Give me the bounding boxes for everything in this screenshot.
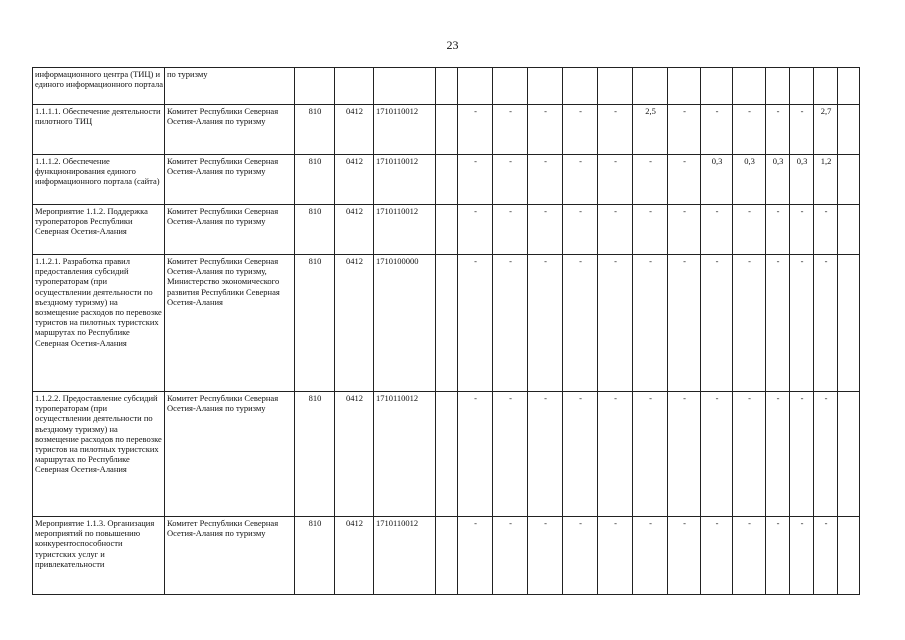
row-value-cell <box>766 68 790 105</box>
row-name-cell: Мероприятие 1.1.2. Поддержка туроператоров Республики Северная Осетия-Алания <box>33 205 165 255</box>
row-value-cell: - <box>598 155 633 205</box>
table-row <box>33 105 860 155</box>
row-value-cell: - <box>733 105 766 155</box>
row-value-cell <box>563 68 598 105</box>
row-value-cell <box>790 68 814 105</box>
row-value-cell: - <box>528 105 563 155</box>
row-value-cell: - <box>668 105 701 155</box>
row-value-cell: - <box>458 205 493 255</box>
row-value-cell: - <box>814 255 838 392</box>
row-value-cell <box>701 68 733 105</box>
row-value-cell: 2,5 <box>633 105 668 155</box>
row-value-cell: - <box>598 517 633 595</box>
row-value-cell <box>436 68 458 105</box>
row-value-cell <box>838 155 860 205</box>
row-value-cell: - <box>668 517 701 595</box>
row-name-cell: Мероприятие 1.1.3. Организация мероприятий по повышению конкурентоспособности туристских услуг и привлекательности <box>33 517 165 595</box>
row-value-cell: - <box>766 392 790 517</box>
row-executor-cell: по туризму <box>165 68 295 105</box>
row-value-cell: - <box>668 392 701 517</box>
row-rzpr-cell: 0412 <box>335 105 374 155</box>
row-csr-cell: 1710110012 <box>374 105 436 155</box>
row-grbs-cell: 810 <box>295 255 335 392</box>
row-value-cell: - <box>814 517 838 595</box>
row-value-cell: - <box>633 255 668 392</box>
row-name-cell: 1.1.1.2. Обеспечение функционирования единого информационного портала (сайта) <box>33 155 165 205</box>
row-value-cell: - <box>814 205 838 255</box>
row-value-cell <box>436 517 458 595</box>
row-value-cell <box>668 68 701 105</box>
row-value-cell: - <box>733 517 766 595</box>
table-row <box>33 155 860 205</box>
row-value-cell: - <box>598 205 633 255</box>
row-rzpr-cell: 0412 <box>335 205 374 255</box>
row-grbs-cell: 810 <box>295 205 335 255</box>
table-row <box>33 392 860 517</box>
row-value-cell: 0,3 <box>790 155 814 205</box>
row-value-cell: - <box>766 517 790 595</box>
row-value-cell <box>838 392 860 517</box>
row-value-cell: - <box>493 155 528 205</box>
row-value-cell: - <box>766 105 790 155</box>
row-value-cell: - <box>528 155 563 205</box>
table-row <box>33 205 860 255</box>
row-csr-cell: 1710110012 <box>374 155 436 205</box>
row-value-cell: - <box>563 105 598 155</box>
row-value-cell: - <box>790 205 814 255</box>
row-value-cell: - <box>493 205 528 255</box>
row-value-cell <box>436 392 458 517</box>
row-rzpr-cell: 0412 <box>335 517 374 595</box>
row-value-cell: - <box>766 255 790 392</box>
row-value-cell <box>838 105 860 155</box>
row-name-cell: 1.1.2.2. Предоставление субсидий туроператорам (при осуществлении деятельности по въездному туризму) на возмещение расходов по перевозке туристов на пилотных туристских маршрутах по Республике Северная Осетия-Алания <box>33 392 165 517</box>
row-value-cell: - <box>814 392 838 517</box>
row-rzpr-cell: 0412 <box>335 255 374 392</box>
row-name-cell: 1.1.1.1. Обеспечение деятельности пилотного ТИЦ <box>33 105 165 155</box>
row-value-cell <box>436 155 458 205</box>
row-value-cell: - <box>790 392 814 517</box>
row-value-cell: - <box>633 155 668 205</box>
row-value-cell: 0,3 <box>701 155 733 205</box>
row-value-cell: - <box>790 105 814 155</box>
row-executor-cell: Комитет Республики Северная Осетия-Алания по туризму <box>165 517 295 595</box>
row-grbs-cell <box>295 68 335 105</box>
row-value-cell <box>814 68 838 105</box>
row-value-cell <box>838 255 860 392</box>
row-value-cell: - <box>563 517 598 595</box>
row-value-cell: - <box>528 205 563 255</box>
row-value-cell: - <box>668 255 701 392</box>
row-value-cell: - <box>493 105 528 155</box>
row-value-cell: - <box>493 517 528 595</box>
row-value-cell <box>458 68 493 105</box>
row-value-cell <box>436 255 458 392</box>
row-value-cell: - <box>790 517 814 595</box>
row-rzpr-cell: 0412 <box>335 155 374 205</box>
table-row <box>33 517 860 595</box>
row-value-cell: 2,7 <box>814 105 838 155</box>
row-grbs-cell: 810 <box>295 517 335 595</box>
row-value-cell <box>733 68 766 105</box>
row-value-cell: - <box>528 392 563 517</box>
row-value-cell: 0,3 <box>766 155 790 205</box>
row-value-cell: 1,2 <box>814 155 838 205</box>
row-name-cell: 1.1.2.1. Разработка правил предоставления субсидий туроператорам (при осуществлении деятельности по въездному туризму) на возмещение расходов по перевозке туристов на пилотных туристских маршрутах по Республике Северная Осетия-Алания <box>33 255 165 392</box>
row-value-cell: - <box>701 517 733 595</box>
table-body <box>33 68 860 595</box>
row-value-cell: - <box>598 255 633 392</box>
row-value-cell: - <box>458 392 493 517</box>
row-grbs-cell: 810 <box>295 155 335 205</box>
row-value-cell <box>633 68 668 105</box>
row-value-cell: - <box>563 255 598 392</box>
row-rzpr-cell <box>335 68 374 105</box>
row-value-cell: - <box>598 105 633 155</box>
row-value-cell: - <box>458 155 493 205</box>
row-value-cell: - <box>766 205 790 255</box>
row-rzpr-cell: 0412 <box>335 392 374 517</box>
row-value-cell: - <box>458 517 493 595</box>
row-value-cell: - <box>668 155 701 205</box>
table-row <box>33 255 860 392</box>
row-value-cell <box>436 105 458 155</box>
row-value-cell: - <box>493 255 528 392</box>
row-grbs-cell: 810 <box>295 105 335 155</box>
row-value-cell <box>598 68 633 105</box>
row-value-cell <box>528 68 563 105</box>
row-executor-cell: Комитет Республики Северная Осетия-Алания по туризму <box>165 105 295 155</box>
row-csr-cell: 1710110012 <box>374 392 436 517</box>
row-executor-cell: Комитет Республики Северная Осетия-Алания по туризму <box>165 392 295 517</box>
row-value-cell <box>838 517 860 595</box>
row-value-cell: - <box>701 392 733 517</box>
row-value-cell: - <box>528 517 563 595</box>
row-executor-cell: Комитет Республики Северная Осетия-Алания по туризму <box>165 205 295 255</box>
row-value-cell: - <box>458 255 493 392</box>
row-value-cell: - <box>493 392 528 517</box>
row-value-cell: - <box>701 105 733 155</box>
row-value-cell: - <box>633 517 668 595</box>
row-value-cell: - <box>563 205 598 255</box>
row-value-cell <box>493 68 528 105</box>
row-value-cell: - <box>790 255 814 392</box>
row-executor-cell: Комитет Республики Северная Осетия-Алания по туризму, Министерство экономического развития Республики Северная Осетия-Алания <box>165 255 295 392</box>
row-value-cell: - <box>701 255 733 392</box>
row-value-cell: - <box>733 392 766 517</box>
row-value-cell: - <box>633 205 668 255</box>
row-value-cell: - <box>668 205 701 255</box>
budget-table <box>32 67 860 595</box>
row-grbs-cell: 810 <box>295 392 335 517</box>
row-csr-cell: 1710110012 <box>374 205 436 255</box>
row-executor-cell: Комитет Республики Северная Осетия-Алания по туризму <box>165 155 295 205</box>
row-value-cell: - <box>733 255 766 392</box>
row-value-cell: 0,3 <box>733 155 766 205</box>
row-value-cell: - <box>598 392 633 517</box>
row-value-cell: - <box>458 105 493 155</box>
row-value-cell: - <box>633 392 668 517</box>
row-value-cell: - <box>701 205 733 255</box>
page-number: 23 <box>446 38 459 52</box>
row-value-cell: - <box>528 255 563 392</box>
row-value-cell: - <box>733 205 766 255</box>
row-csr-cell <box>374 68 436 105</box>
row-name-cell: информационного центра (ТИЦ) и единого информационного портала <box>33 68 165 105</box>
row-value-cell: - <box>563 155 598 205</box>
row-value-cell <box>838 205 860 255</box>
row-value-cell <box>436 205 458 255</box>
row-value-cell <box>838 68 860 105</box>
row-csr-cell: 1710100000 <box>374 255 436 392</box>
row-csr-cell: 1710110012 <box>374 517 436 595</box>
table-row <box>33 68 860 105</box>
row-value-cell: - <box>563 392 598 517</box>
